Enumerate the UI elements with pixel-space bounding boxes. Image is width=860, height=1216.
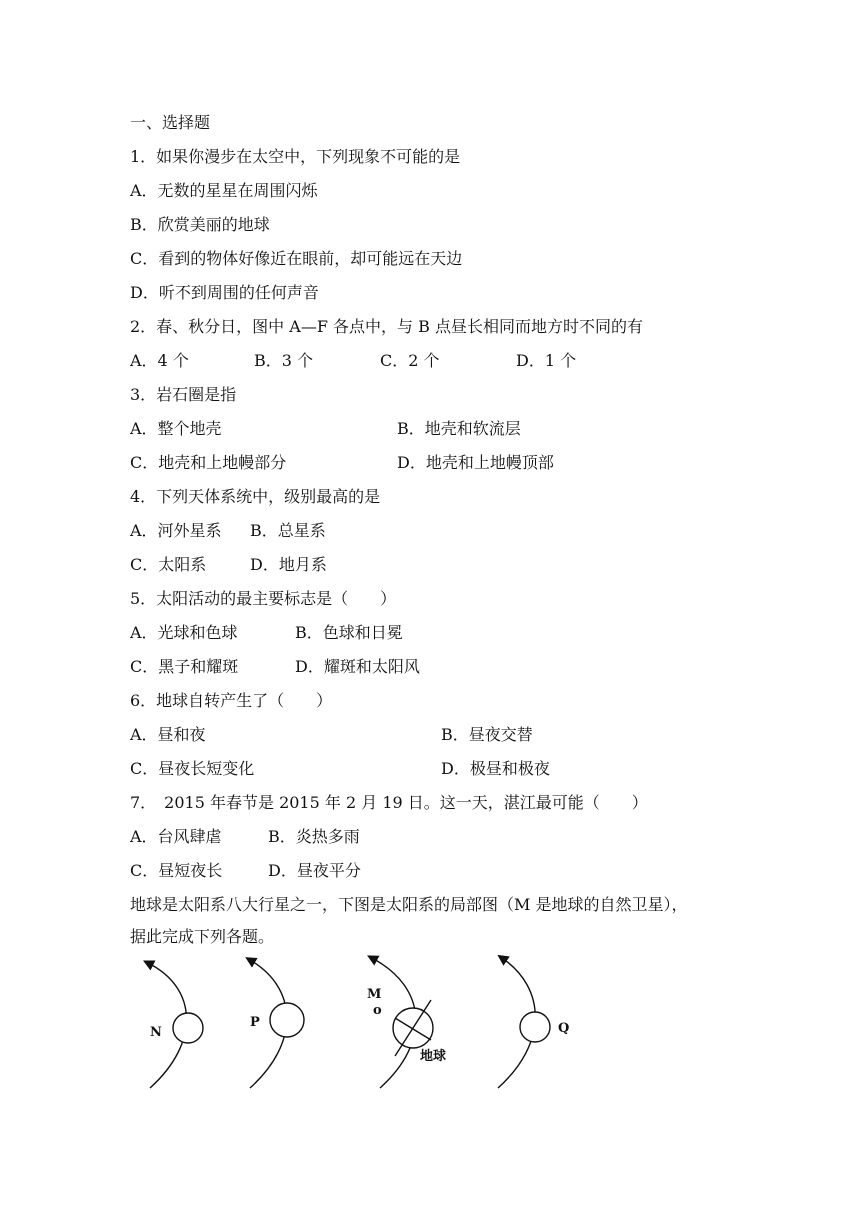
earth-label: 地球 <box>420 1049 447 1064</box>
question-7-option-a: A．台风肆虐 <box>130 827 222 846</box>
solar-system-diagram-svg <box>130 948 610 1098</box>
passage-line-2: 据此完成下列各题。 <box>130 927 275 946</box>
question-1-option-c: C．看到的物体好像近在眼前，却可能远在天边 <box>130 249 463 268</box>
planet-p-circle <box>270 1003 304 1037</box>
passage-line-1: 地球是太阳系八大行星之一，下图是太阳系的局部图（M 是地球的自然卫星）， <box>130 895 688 914</box>
question-6-option-d: D．极昼和极夜 <box>441 759 550 778</box>
planet-n-circle <box>173 1013 203 1043</box>
question-4-option-b: B．总星系 <box>250 521 326 540</box>
question-3-stem: 3．岩石圈是指 <box>130 385 237 404</box>
question-7-option-b: B．炎热多雨 <box>268 827 360 846</box>
moon-m-label: M <box>367 987 382 1002</box>
question-6-option-a: A．昼和夜 <box>130 725 206 744</box>
question-2-option-a: A．4 个 <box>130 351 189 370</box>
moon-symbol: o <box>373 1003 382 1018</box>
question-7-option-c: C．昼短夜长 <box>130 861 223 880</box>
question-4-option-a: A．河外星系 <box>130 521 222 540</box>
question-3-option-c: C．地壳和上地幔部分 <box>130 453 287 472</box>
question-5-stem: 5．太阳活动的最主要标志是（ ） <box>130 589 397 608</box>
question-5-option-d: D．耀斑和太阳风 <box>295 657 420 676</box>
solar-system-diagram <box>130 948 610 1098</box>
planet-p-label: P <box>250 1015 260 1030</box>
question-6-option-c: C．昼夜长短变化 <box>130 759 255 778</box>
question-7-stem: 7． 2015 年春节是 2015 年 2 月 19 日。这一天，湛江最可能（ ） <box>130 793 648 812</box>
question-2-option-d: D．1 个 <box>516 351 577 370</box>
question-1-stem: 1．如果你漫步在太空中，下列现象不可能的是 <box>130 147 461 166</box>
planet-n-label: N <box>150 1025 162 1040</box>
question-4-option-d: D．地月系 <box>250 555 327 574</box>
question-3-option-b: B．地壳和软流层 <box>397 419 521 438</box>
planet-q-label: Q <box>558 1021 570 1036</box>
question-3-option-d: D．地壳和上地幔顶部 <box>397 453 554 472</box>
question-2-stem: 2．春、秋分日，图中 A—F 各点中，与 B 点昼长相同而地方时不同的有 <box>130 317 643 336</box>
question-4-option-c: C．太阳系 <box>130 555 207 574</box>
question-6-stem: 6．地球自转产生了（ ） <box>130 691 333 710</box>
question-1-option-b: B．欣赏美丽的地球 <box>130 215 270 234</box>
question-3-option-a: A．整个地壳 <box>130 419 222 438</box>
question-5-option-c: C．黑子和耀斑 <box>130 657 239 676</box>
question-2-option-c: C．2 个 <box>380 351 440 370</box>
question-2-option-b: B．3 个 <box>254 351 314 370</box>
section-title: 一、选择题 <box>130 113 211 132</box>
question-1-option-a: A．无数的星星在周围闪烁 <box>130 181 318 200</box>
question-7-option-d: D．昼夜平分 <box>268 861 361 880</box>
question-1-option-d: D．听不到周围的任何声音 <box>130 283 319 302</box>
question-5-option-b: B．色球和日冕 <box>295 623 403 642</box>
question-6-option-b: B．昼夜交替 <box>441 725 533 744</box>
planet-q-circle <box>520 1012 550 1042</box>
question-5-option-a: A．光球和色球 <box>130 623 238 642</box>
question-4-stem: 4．下列天体系统中，级别最高的是 <box>130 487 381 506</box>
